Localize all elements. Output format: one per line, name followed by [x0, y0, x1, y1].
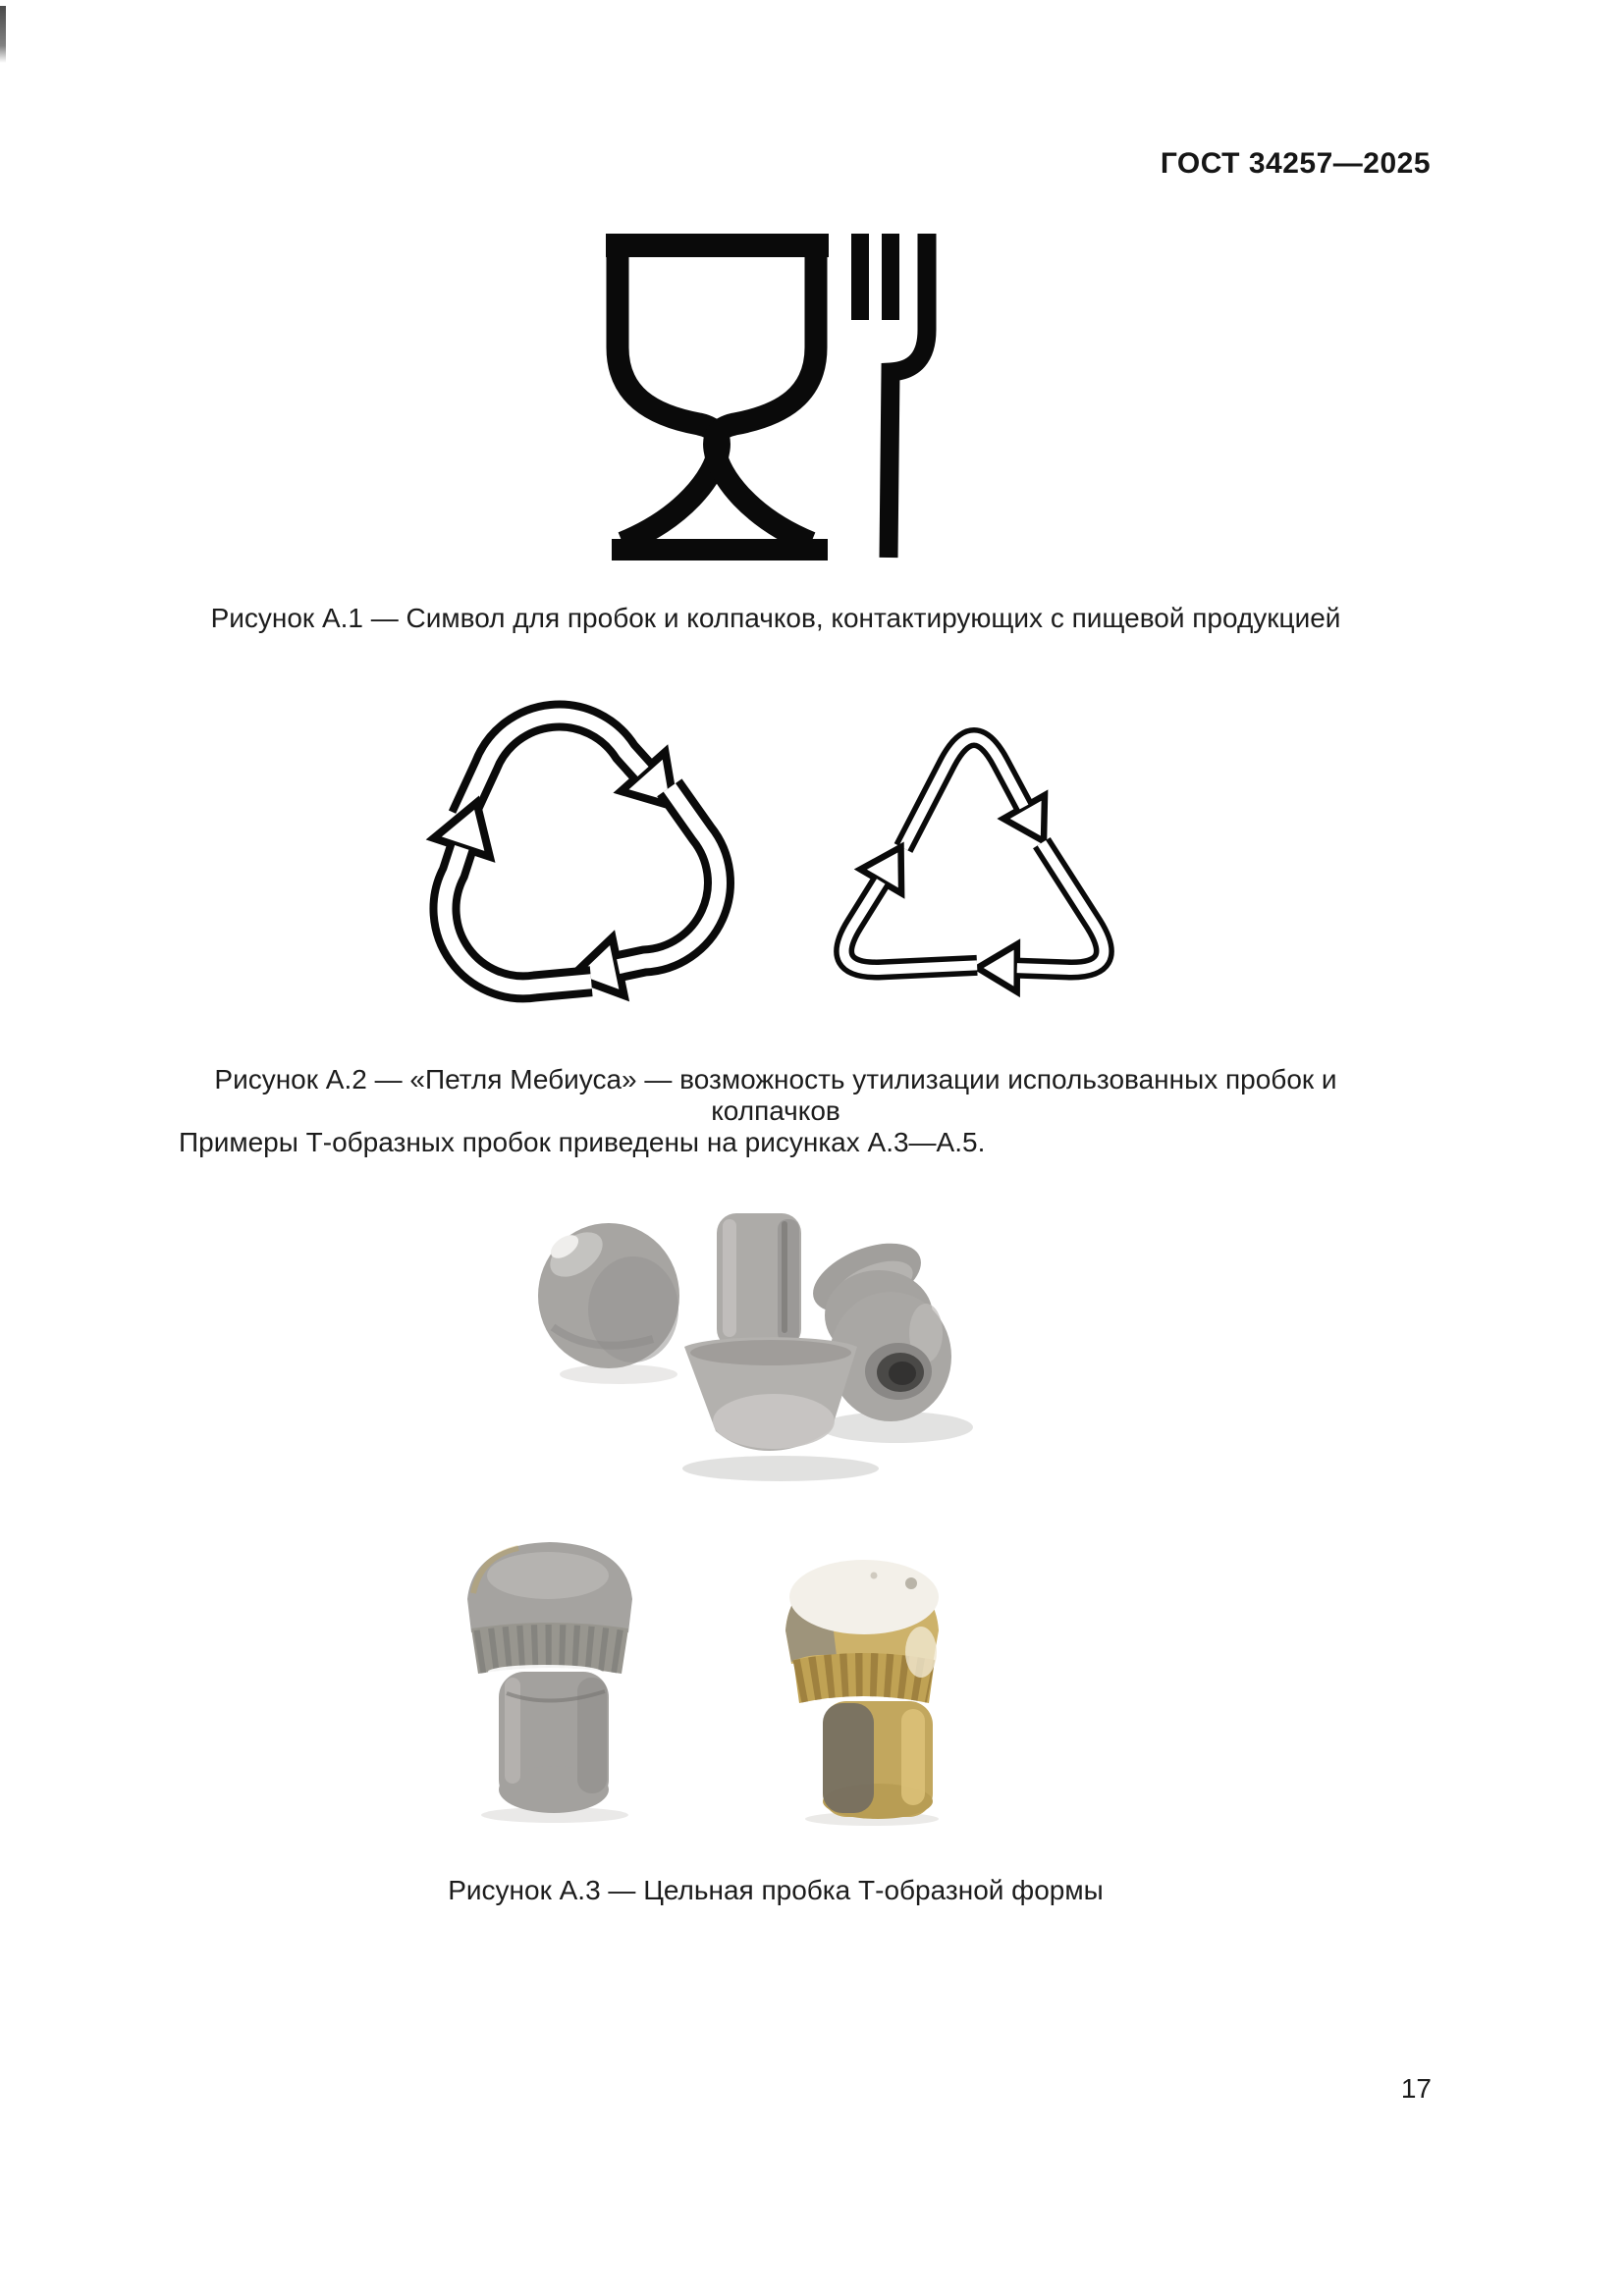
fork-glyph	[851, 234, 927, 558]
mobius-loop-icon	[392, 687, 757, 1011]
wine-glass-glyph	[606, 237, 829, 550]
triangle-arrow-3	[811, 843, 977, 1021]
stopper-gray	[467, 1542, 632, 1813]
glass-and-fork-icon	[604, 232, 943, 561]
two-t-shaped-stoppers-photo	[461, 1536, 947, 1826]
figure-a1-symbol	[604, 232, 943, 561]
figure-a3-photo-group	[535, 1209, 957, 1484]
three-t-shaped-stoppers-photo	[535, 1209, 957, 1484]
document-standard-number: ГОСТ 34257—2025	[1160, 147, 1431, 180]
figure-a2-caption: Рисунок А.2 — «Петля Мебиуса» — возможность утилизации использованных пробок и колпачков	[214, 1064, 1337, 1126]
figure-a3-photo-pair	[461, 1536, 947, 1826]
figure-a3-caption: Рисунок А.3 — Цельная пробка Т-образной формы	[448, 1875, 1104, 1905]
scan-edge-artifact	[0, 6, 6, 63]
recycling-triangle-icon	[810, 699, 1139, 1008]
chasing-arrow-3	[398, 798, 591, 1033]
stopper-gold	[785, 1560, 939, 1819]
figure-a2-mobius-symbol	[392, 687, 757, 1011]
chasing-arrow-2	[564, 787, 757, 1022]
triangle-arrow-1	[903, 738, 1045, 849]
stopper-left	[538, 1223, 679, 1368]
figure-a2-triangle-symbol	[810, 699, 1139, 1008]
triangle-arrow-2	[971, 843, 1137, 1021]
body-paragraph: Примеры Т-образных пробок приведены на рисунках А.3—А.5.	[179, 1127, 986, 1157]
figure-a1-caption: Рисунок А.1 — Символ для пробок и колпачков, контактирующих с пищевой продукцией	[210, 603, 1341, 633]
chasing-arrow-1	[462, 716, 675, 817]
page-number: 17	[1400, 2073, 1432, 2104]
